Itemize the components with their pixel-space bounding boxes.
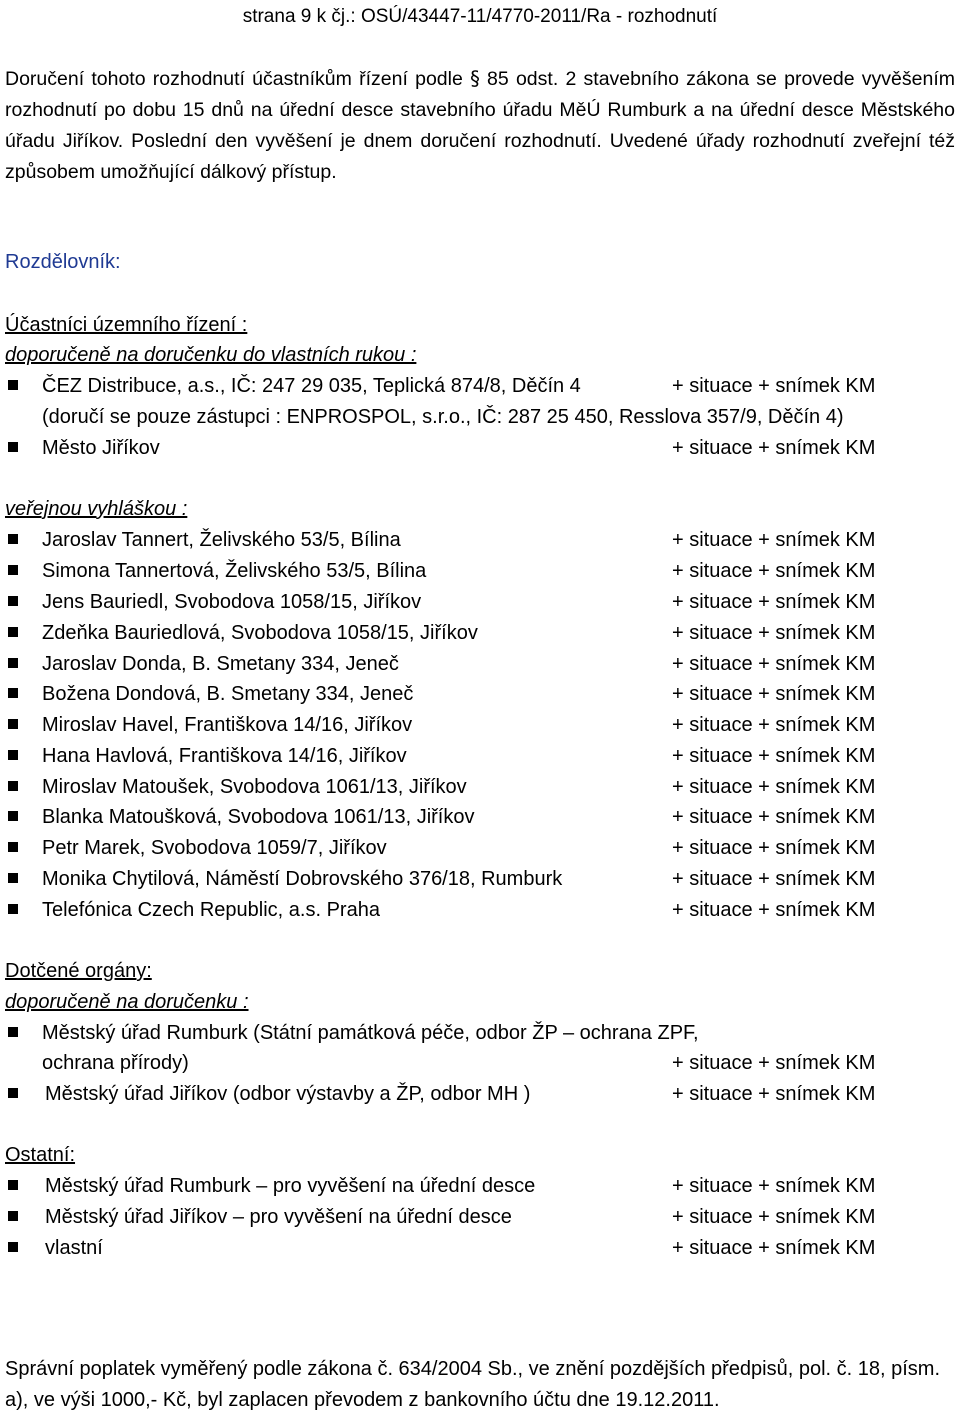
list-item-attachments: + situace + snímek KM [672, 899, 876, 921]
square-bullet-icon [8, 842, 18, 852]
list-item [0, 1204, 960, 1230]
list-item-text: ochrana přírody) [42, 1052, 189, 1074]
affected-authorities-subheading: doporučeně na doručenku : [5, 991, 249, 1013]
list-item [0, 589, 960, 615]
list-item-attachments: + situace + snímek KM [672, 622, 876, 644]
page-header: strana 9 k čj.: OSÚ/43447-11/4770-2011/Ra - rozhodnutí [242, 6, 718, 27]
list-item-attachments: + situace + snímek KM [672, 776, 876, 798]
list-item-text: Městský úřad Jiříkov – pro vyvěšení na úřední desce [45, 1206, 512, 1228]
list-item-attachments: + situace + snímek KM [672, 868, 876, 890]
list-item-text: vlastní [45, 1237, 103, 1259]
square-bullet-icon [8, 380, 18, 390]
list-item-attachments: + situace + snímek KM [672, 1083, 876, 1105]
list-item [0, 435, 960, 461]
list-item-text: Zdeňka Bauriedlová, Svobodova 1058/15, Jiříkov [42, 622, 478, 644]
list-item [0, 1020, 960, 1046]
list-item [0, 743, 960, 769]
list-item [0, 866, 960, 892]
square-bullet-icon [8, 688, 18, 698]
list-item-attachments: + situace + snímek KM [672, 529, 876, 551]
square-bullet-icon [8, 565, 18, 575]
square-bullet-icon [8, 1088, 18, 1098]
list-item [0, 774, 960, 800]
list-item-attachments: + situace + snímek KM [672, 1237, 876, 1259]
list-item-text: Hana Havlová, Františkova 14/16, Jiříkov [42, 745, 407, 767]
list-item-text: Městský úřad Rumburk – pro vyvěšení na úřední desce [45, 1175, 536, 1197]
square-bullet-icon [8, 658, 18, 668]
fee-note: Správní poplatek vyměřený podle zákona č. 634/2004 Sb., ve znění pozdějších předpisů, pol. č. 18, písm. a), ve výši 1000,- Kč, byl zaplacen převodem z bankovního účtu dne 19.12.2011. [5, 1358, 940, 1411]
list-item-attachments: + situace + snímek KM [672, 714, 876, 736]
square-bullet-icon [8, 627, 18, 637]
registered-note: (doručí se pouze zástupci : ENPROSPOL, s.r.o., IČ: 287 25 450, Resslova 357/9, Děčín 4) [42, 406, 844, 428]
square-bullet-icon [8, 534, 18, 544]
list-item-continuation [0, 1050, 960, 1076]
list-item-text: Monika Chytilová, Náměstí Dobrovského 376/18, Rumburk [42, 868, 563, 890]
square-bullet-icon [8, 1180, 18, 1190]
list-item-text: Městský úřad Rumburk (Státní památková péče, odbor ŽP – ochrana ZPF, [42, 1022, 699, 1044]
list-item-attachments: + situace + snímek KM [672, 375, 876, 397]
affected-authorities-heading: Dotčené orgány: [5, 960, 152, 982]
square-bullet-icon [8, 1027, 18, 1037]
list-item-text: Simona Tannertová, Želivského 53/5, Bílina [42, 560, 427, 582]
paragraph-symbol: § [470, 67, 480, 90]
list-item [0, 651, 960, 677]
list-item [0, 897, 960, 923]
list-item-text: Jaroslav Tannert, Želivského 53/5, Bílina [42, 529, 401, 551]
square-bullet-icon [8, 811, 18, 821]
list-item-text: Miroslav Havel, Františkova 14/16, Jiříkov [42, 714, 413, 736]
list-item [0, 804, 960, 830]
participants-heading: Účastníci územního řízení : [5, 314, 248, 336]
square-bullet-icon [8, 781, 18, 791]
registered-heading: doporučeně na doručenku do vlastních rukou : [5, 344, 417, 366]
list-item-attachments: + situace + snímek KM [672, 437, 876, 459]
public-notice-heading: veřejnou vyhláškou : [5, 498, 188, 520]
list-item-attachments: + situace + snímek KM [672, 1052, 876, 1074]
square-bullet-icon [8, 1211, 18, 1221]
intro-text-start: Doručení tohoto rozhodnutí účastníkům řízení podle [5, 68, 463, 90]
square-bullet-icon [8, 719, 18, 729]
intro-text-end: 85 odst. 2 stavebního zákona se provede vyvěšením rozhodnutí po dobu 15 dnů na úřední desce stavebního úřadu MěÚ Rumburk a na úřední desce Městského úřadu Jiříkov. Poslední den vyvěšení je dnem doručení rozhodnutí. Uvedené úřady rozhodnutí zveřejní též způsobem umožňující dálkový přístup. [5, 68, 955, 183]
square-bullet-icon [8, 750, 18, 760]
other-heading: Ostatní: [5, 1144, 76, 1166]
square-bullet-icon [8, 442, 18, 452]
rozdelovnik-heading: Rozdělovník: [5, 251, 121, 273]
list-item [0, 1173, 960, 1199]
square-bullet-icon [8, 596, 18, 606]
list-item [0, 620, 960, 646]
list-item-attachments: + situace + snímek KM [672, 653, 876, 675]
list-item [0, 681, 960, 707]
list-item [0, 373, 960, 399]
list-item-text: Telefónica Czech Republic, a.s. Praha [42, 899, 380, 921]
list-item-text: ČEZ Distribuce, a.s., IČ: 247 29 035, Teplická 874/8, Děčín 4 [42, 375, 581, 397]
list-item [0, 835, 960, 861]
list-item-text: Božena Dondová, B. Smetany 334, Jeneč [42, 683, 414, 705]
list-item-text: Městský úřad Jiříkov (odbor výstavby a ŽP, odbor MH ) [45, 1083, 531, 1105]
list-item-text: Miroslav Matoušek, Svobodova 1061/13, Jiříkov [42, 776, 467, 798]
square-bullet-icon [8, 1242, 18, 1252]
list-item-attachments: + situace + snímek KM [672, 1206, 876, 1228]
list-item [0, 712, 960, 738]
list-item [0, 1081, 960, 1107]
square-bullet-icon [8, 873, 18, 883]
square-bullet-icon [8, 904, 18, 914]
list-item-attachments: + situace + snímek KM [672, 591, 876, 613]
list-item-text: Petr Marek, Svobodova 1059/7, Jiříkov [42, 837, 387, 859]
list-item-attachments: + situace + snímek KM [672, 683, 876, 705]
intro-paragraph [5, 63, 955, 188]
list-item [0, 1235, 960, 1261]
list-item-text: Město Jiříkov [42, 437, 160, 459]
list-item [0, 558, 960, 584]
list-item-text: Jaroslav Donda, B. Smetany 334, Jeneč [42, 653, 399, 675]
list-item-attachments: + situace + snímek KM [672, 806, 876, 828]
list-item-attachments: + situace + snímek KM [672, 1175, 876, 1197]
list-item-attachments: + situace + snímek KM [672, 560, 876, 582]
list-item-attachments: + situace + snímek KM [672, 837, 876, 859]
list-item-text: Blanka Matoušková, Svobodova 1061/13, Jiříkov [42, 806, 475, 828]
list-item [0, 527, 960, 553]
list-item-text: Jens Bauriedl, Svobodova 1058/15, Jiříkov [42, 591, 422, 613]
list-item-attachments: + situace + snímek KM [672, 745, 876, 767]
